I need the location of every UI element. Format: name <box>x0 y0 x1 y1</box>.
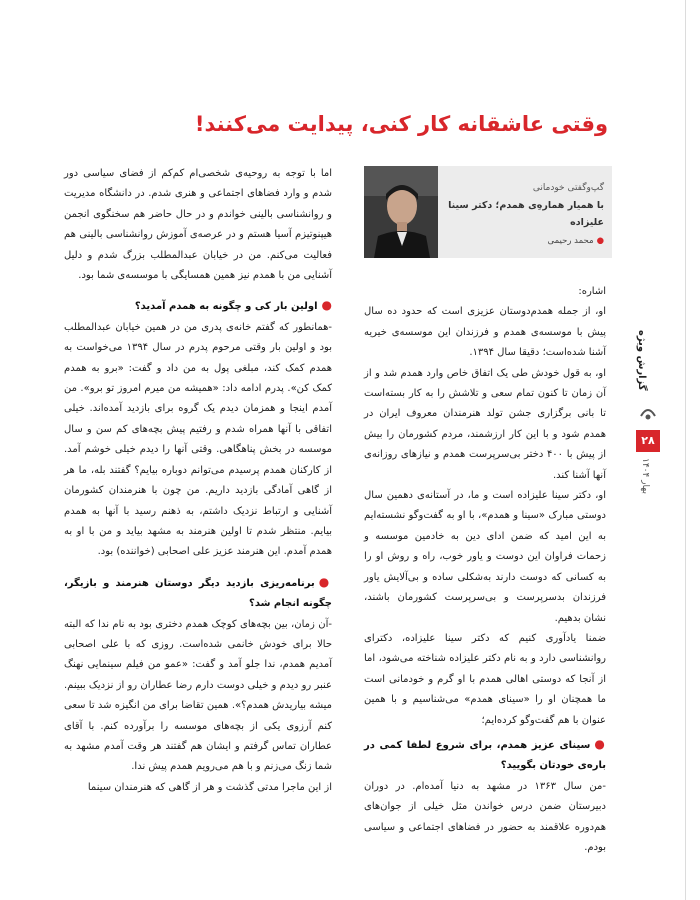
bullet-icon: ● <box>321 298 332 313</box>
interview-subject: با همیار همارهِ‌ی همدم؛ دکتر سینا علیزاده <box>448 200 604 228</box>
paragraph: ضمنا یادآوری کنیم که دکتر سینا علیزاده، دکترای روانشناسی دارد و به نام دکتر علیزاده شناخته می‌شود، اما از آنجا که دوستی اهالی همدم با او گرم و خودمانی است ما همچنان او را «سینای همدم» می‌شناسیم و با همین عنوان با هم گفت‌وگو کرده‌ایم؛ <box>364 632 606 726</box>
question-heading <box>364 734 606 777</box>
author-name: محمد رحیمی <box>547 236 594 246</box>
answer-paragraph: -همانطور که گفتم خانه‌ی پدری من در همین خیابان عبدالمطلب بود و اولین بار وقتی مرحوم پدرم در سال ۱۳۹۴ می‌خواست به همدم کمک کند، مبلغی پول به من داد و گفت: «برو به همدم کمک کن». پدرم ادامه داد: «همیشه من میرم امروز تو برو». من آمدم اینجا و همزمان دیدم یک گروه برای بازدید آمده‌اند. خیلی اتفاقی با آنها همراه شدم و رفتیم پیش بچه‌های کم سن و سال موسسه در بخش پناهگاهی. وقتی آنها را دیدم خیلی خوشم آمد. از کارکنان همدم پرسیدم می‌توانم دوباره بیایم؟ گفتند بله، ما هر از گاهی آمادگی بازدید داریم. من چون با هنرمندان کشورمان آشنایی و ارتباط نزدیک داشتم، به ذهنم رسید با آنها به همدم بیایم. منتظر شدم تا اولین هنرمند به مشهد بیاید و من با او به همدم آمدم. این هنرمند عزیز علی اصحابی (خواننده) بود. <box>64 321 332 558</box>
section-label: گزارش ویژه <box>636 330 647 391</box>
magazine-logo-icon <box>638 402 658 422</box>
issue-date: بهار ۱۴۰۴ <box>640 458 650 494</box>
paragraph: اما با توجه به روحیه‌ی شخصی‌ام کم‌کم از فضای سیاسی دور شدم و وارد فضاهای اجتماعی و هنری شدم. در دانشگاه مدیریت و روانشناسی بالینی خواندم و در حال حاضر هم سخنگوی انجمن هیپنوتیزم آسیا هستم و در عرصه‌ی آموزش روانشناسی بالینی هم فعالیت می‌کنم. من در خیابان عبدالمطلب بزرگ شدم و دلیل آشنایی من با همدم نیز همین همسایگی با موسسه‌ی شما بود. <box>64 168 332 282</box>
answer-paragraph: -آن زمان، بین بچه‌های کوچک همدم دختری بود به نام ندا که البته حالا برای خودش خانمی شده‌است. روزی که با علی اصحابی آمدیم همدم، ندا جلو آمد و گفت: «عمو من فیلم سینمایی نهنگ عنبر رو دیدم و خیلی دوست دارم رضا عطاران رو از نزدیک ببینم. میشه بیاریدش همدم؟». همین تقاضا برای من انگیزه شد تا سعی کنم آرزوی یکی از بچه‌های موسسه را برآورده کنم. با آقای عطاران تماس گرفتم و ایشان هم گفتند هر وقت آمدم مشهد به شما زنگ می‌زنم و با هم می‌رویم همدم پیش ندا. <box>64 618 332 773</box>
interview-intro-box <box>364 166 612 258</box>
bullet-icon: ● <box>596 236 604 246</box>
author-photo <box>364 166 438 258</box>
bullet-icon: ● <box>318 574 332 589</box>
question-heading <box>64 572 332 615</box>
answer-paragraph: از این ماجرا مدتی گذشت و هر از گاهی که هنرمندان سینما <box>87 781 332 793</box>
page-edge-line <box>685 0 686 900</box>
paragraph: او، از جمله همدم‌دوستان عزیزی است که حدود ده سال پیش با موسسه‌ی همدم و فرزندان این موسسه‌ی خیریه آشنا شده‌است؛ دقیقا سال ۱۳۹۴. <box>364 306 606 359</box>
question-text: سینای عزیز همدم، برای شروع لطفا کمی در باره‌ی خودتان بگویید؟ <box>364 740 606 772</box>
bullet-icon: ● <box>594 737 606 751</box>
paragraph: او، به قول خودش طی یک اتفاق خاص وارد همدم شد و از آن زمان تا کنون تمام سعی و تلاشش را به کار بسته‌است تا بانی برگزاری جشن تولد هنرمندان معروف ایران در همدم شود و با این کار ارزشمند، مردم کشورمان را بیش از پیش با ۴۰۰ دختر بی‌سرپرست همدم و نیازهای روزانه‌ی آنها آشنا کند. <box>364 367 606 481</box>
paragraph: او، دکتر سینا علیزاده است و ما، در آستانه‌ی دهمین سال دوستی مبارک «سینا و همدم»، با او به گفت‌وگو نشسته‌ایم به این امید که ضمن ادای دین به خادمین موسسه و زحمات فراوان این دوست و یاور خوب، راه و روش او را به کسانی که دوست دارند به‌شکلی ساده و بی‌آلایش یاور فرزندان بدسرپرست و بی‌سرپرست کشورمان باشند، نشان بدهیم. <box>364 490 606 624</box>
question-text: اولین بار کی و چگونه به همدم آمدید؟ <box>134 301 318 313</box>
page-sidebar <box>632 330 666 690</box>
page-title: وقتی عاشقانه کار کنی، پیدایت می‌کنند! <box>194 112 608 136</box>
question-heading <box>64 295 332 317</box>
portrait-illustration <box>364 166 438 258</box>
left-column <box>64 164 332 798</box>
right-column-bottom <box>364 734 606 858</box>
question-text: برنامه‌ریزی بازدید دیگر دوستان هنرمند و بازیگر، چگونه انجام شد؟ <box>64 577 332 610</box>
intro-heading: اشاره: <box>578 286 606 297</box>
author-credit <box>448 233 604 250</box>
page-number: ۲۸ <box>636 430 660 452</box>
answer-paragraph: -من سال ۱۳۶۳ در مشهد به دنیا آمده‌ام. در دوران دبیرستان ضمن درس خواندن مثل خیلی از جوان‌های هم‌دوره علاقمند به حضور در فضاهای اجتماعی و سیاسی بودم. <box>364 780 606 854</box>
interview-type: گپ‌وگفتی خودمانی <box>532 183 604 193</box>
right-column <box>364 282 606 731</box>
